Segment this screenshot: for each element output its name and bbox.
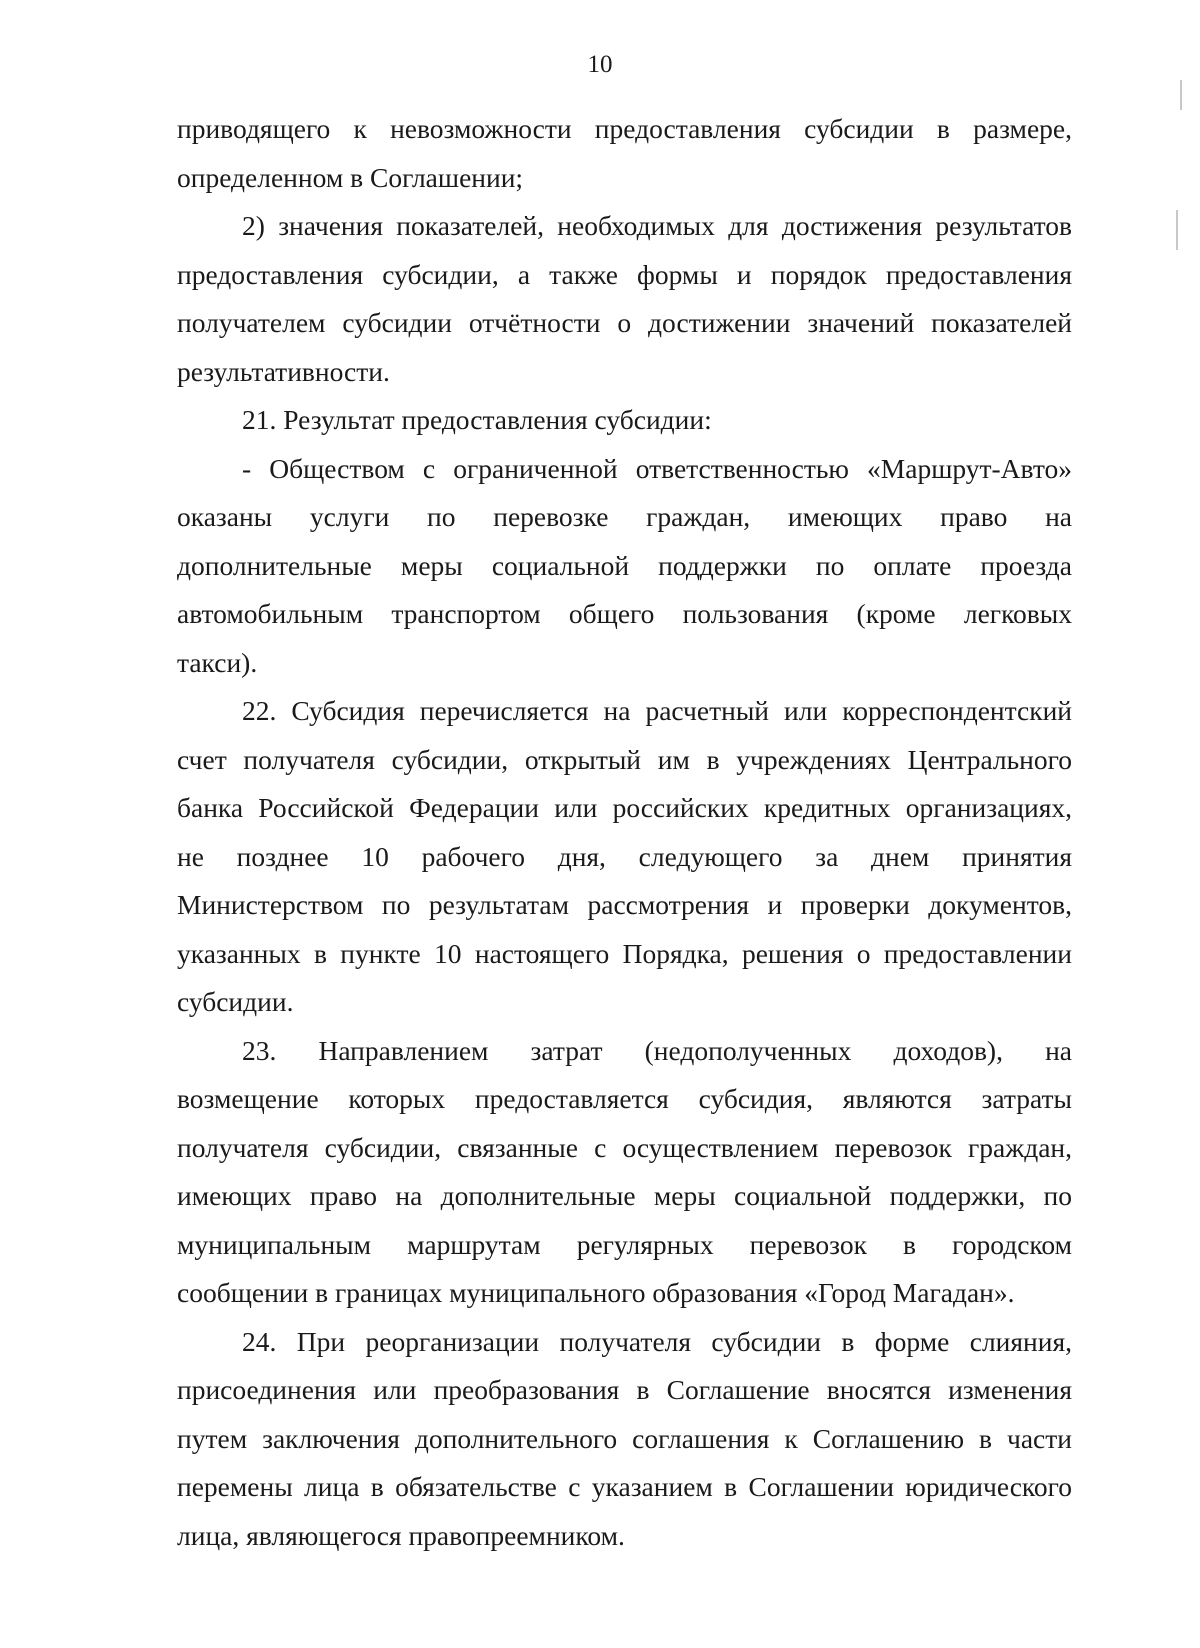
- paragraph: [177, 1027, 1072, 1318]
- text-line: дополнительные меры социальной поддержки по оплате проезда: [177, 549, 1072, 581]
- text-line: муниципальным маршрутам регулярных перевозок в городском: [177, 1228, 1072, 1260]
- text-line: банка Российской Федерации или российских кредитных организациях,: [177, 792, 1072, 823]
- text-line: счет получателя субсидии, открытый им в учреждениях Центрального: [177, 743, 1072, 775]
- scan-margin-mark: [1180, 80, 1182, 110]
- text-line: результативности.: [177, 355, 390, 387]
- text-line: - Обществом с ограниченной ответственностью «Маршрут-Авто»: [242, 452, 1072, 484]
- page-number: 10: [587, 51, 613, 78]
- text-line: путем заключения дополнительного соглашения к Соглашению в части: [177, 1422, 1072, 1454]
- text-line: автомобильным транспортом общего пользования (кроме легковых: [177, 598, 1072, 629]
- text-line: 21. Результат предоставления субсидии:: [242, 404, 712, 435]
- text-line: предоставления субсидии, а также формы и порядок предоставления: [177, 258, 1072, 290]
- paragraph: [177, 445, 1072, 688]
- text-line: перемены лица в обязательстве с указанием в Соглашении юридического: [177, 1471, 1072, 1502]
- text-line: сообщении в границах муниципального образования «Город Магадан».: [177, 1277, 1015, 1308]
- text-line: 22. Субсидия перечисляется на расчетный или корреспондентский: [242, 695, 1072, 726]
- text-line: присоединения или преобразования в Соглашение вносятся изменения: [177, 1374, 1072, 1405]
- text-line: субсидии.: [177, 986, 294, 1017]
- text-line: 2) значения показателей, необходимых для достижения результатов: [242, 210, 1072, 241]
- paragraph: [177, 1318, 1072, 1561]
- text-line: получателем субсидии отчётности о достижении значений показателей: [177, 307, 1072, 338]
- text-line: имеющих право на дополнительные меры социальной поддержки, по: [177, 1180, 1072, 1211]
- text-line: возмещение которых предоставляется субсидия, являются затраты: [177, 1083, 1072, 1114]
- document-body: [177, 105, 1072, 1560]
- text-line: такси).: [177, 646, 258, 678]
- text-line: лица, являющегося правопреемником.: [177, 1519, 625, 1551]
- text-line: 24. При реорганизации получателя субсидии в форме слияния,: [242, 1325, 1072, 1357]
- text-line: получателя субсидии, связанные с осуществлением перевозок граждан,: [177, 1131, 1072, 1163]
- text-line: 23. Направлением затрат (недополученных доходов), на: [242, 1034, 1072, 1066]
- paragraph: [177, 105, 1072, 202]
- scan-margin-mark: [1176, 210, 1178, 250]
- text-line: приводящего к невозможности предоставления субсидии в размере,: [177, 113, 1072, 144]
- paragraph: [177, 202, 1072, 396]
- text-line: Министерством по результатам рассмотрения и проверки документов,: [177, 889, 1072, 920]
- paragraph: [177, 687, 1072, 1027]
- text-line: определенном в Соглашении;: [177, 161, 524, 193]
- paragraph: [177, 396, 1072, 445]
- text-line: указанных в пункте 10 настоящего Порядка, решения о предоставлении: [177, 937, 1072, 969]
- text-line: оказаны услуги по перевозке граждан, имеющих право на: [177, 501, 1072, 532]
- text-line: не позднее 10 рабочего дня, следующего за днем принятия: [177, 840, 1072, 872]
